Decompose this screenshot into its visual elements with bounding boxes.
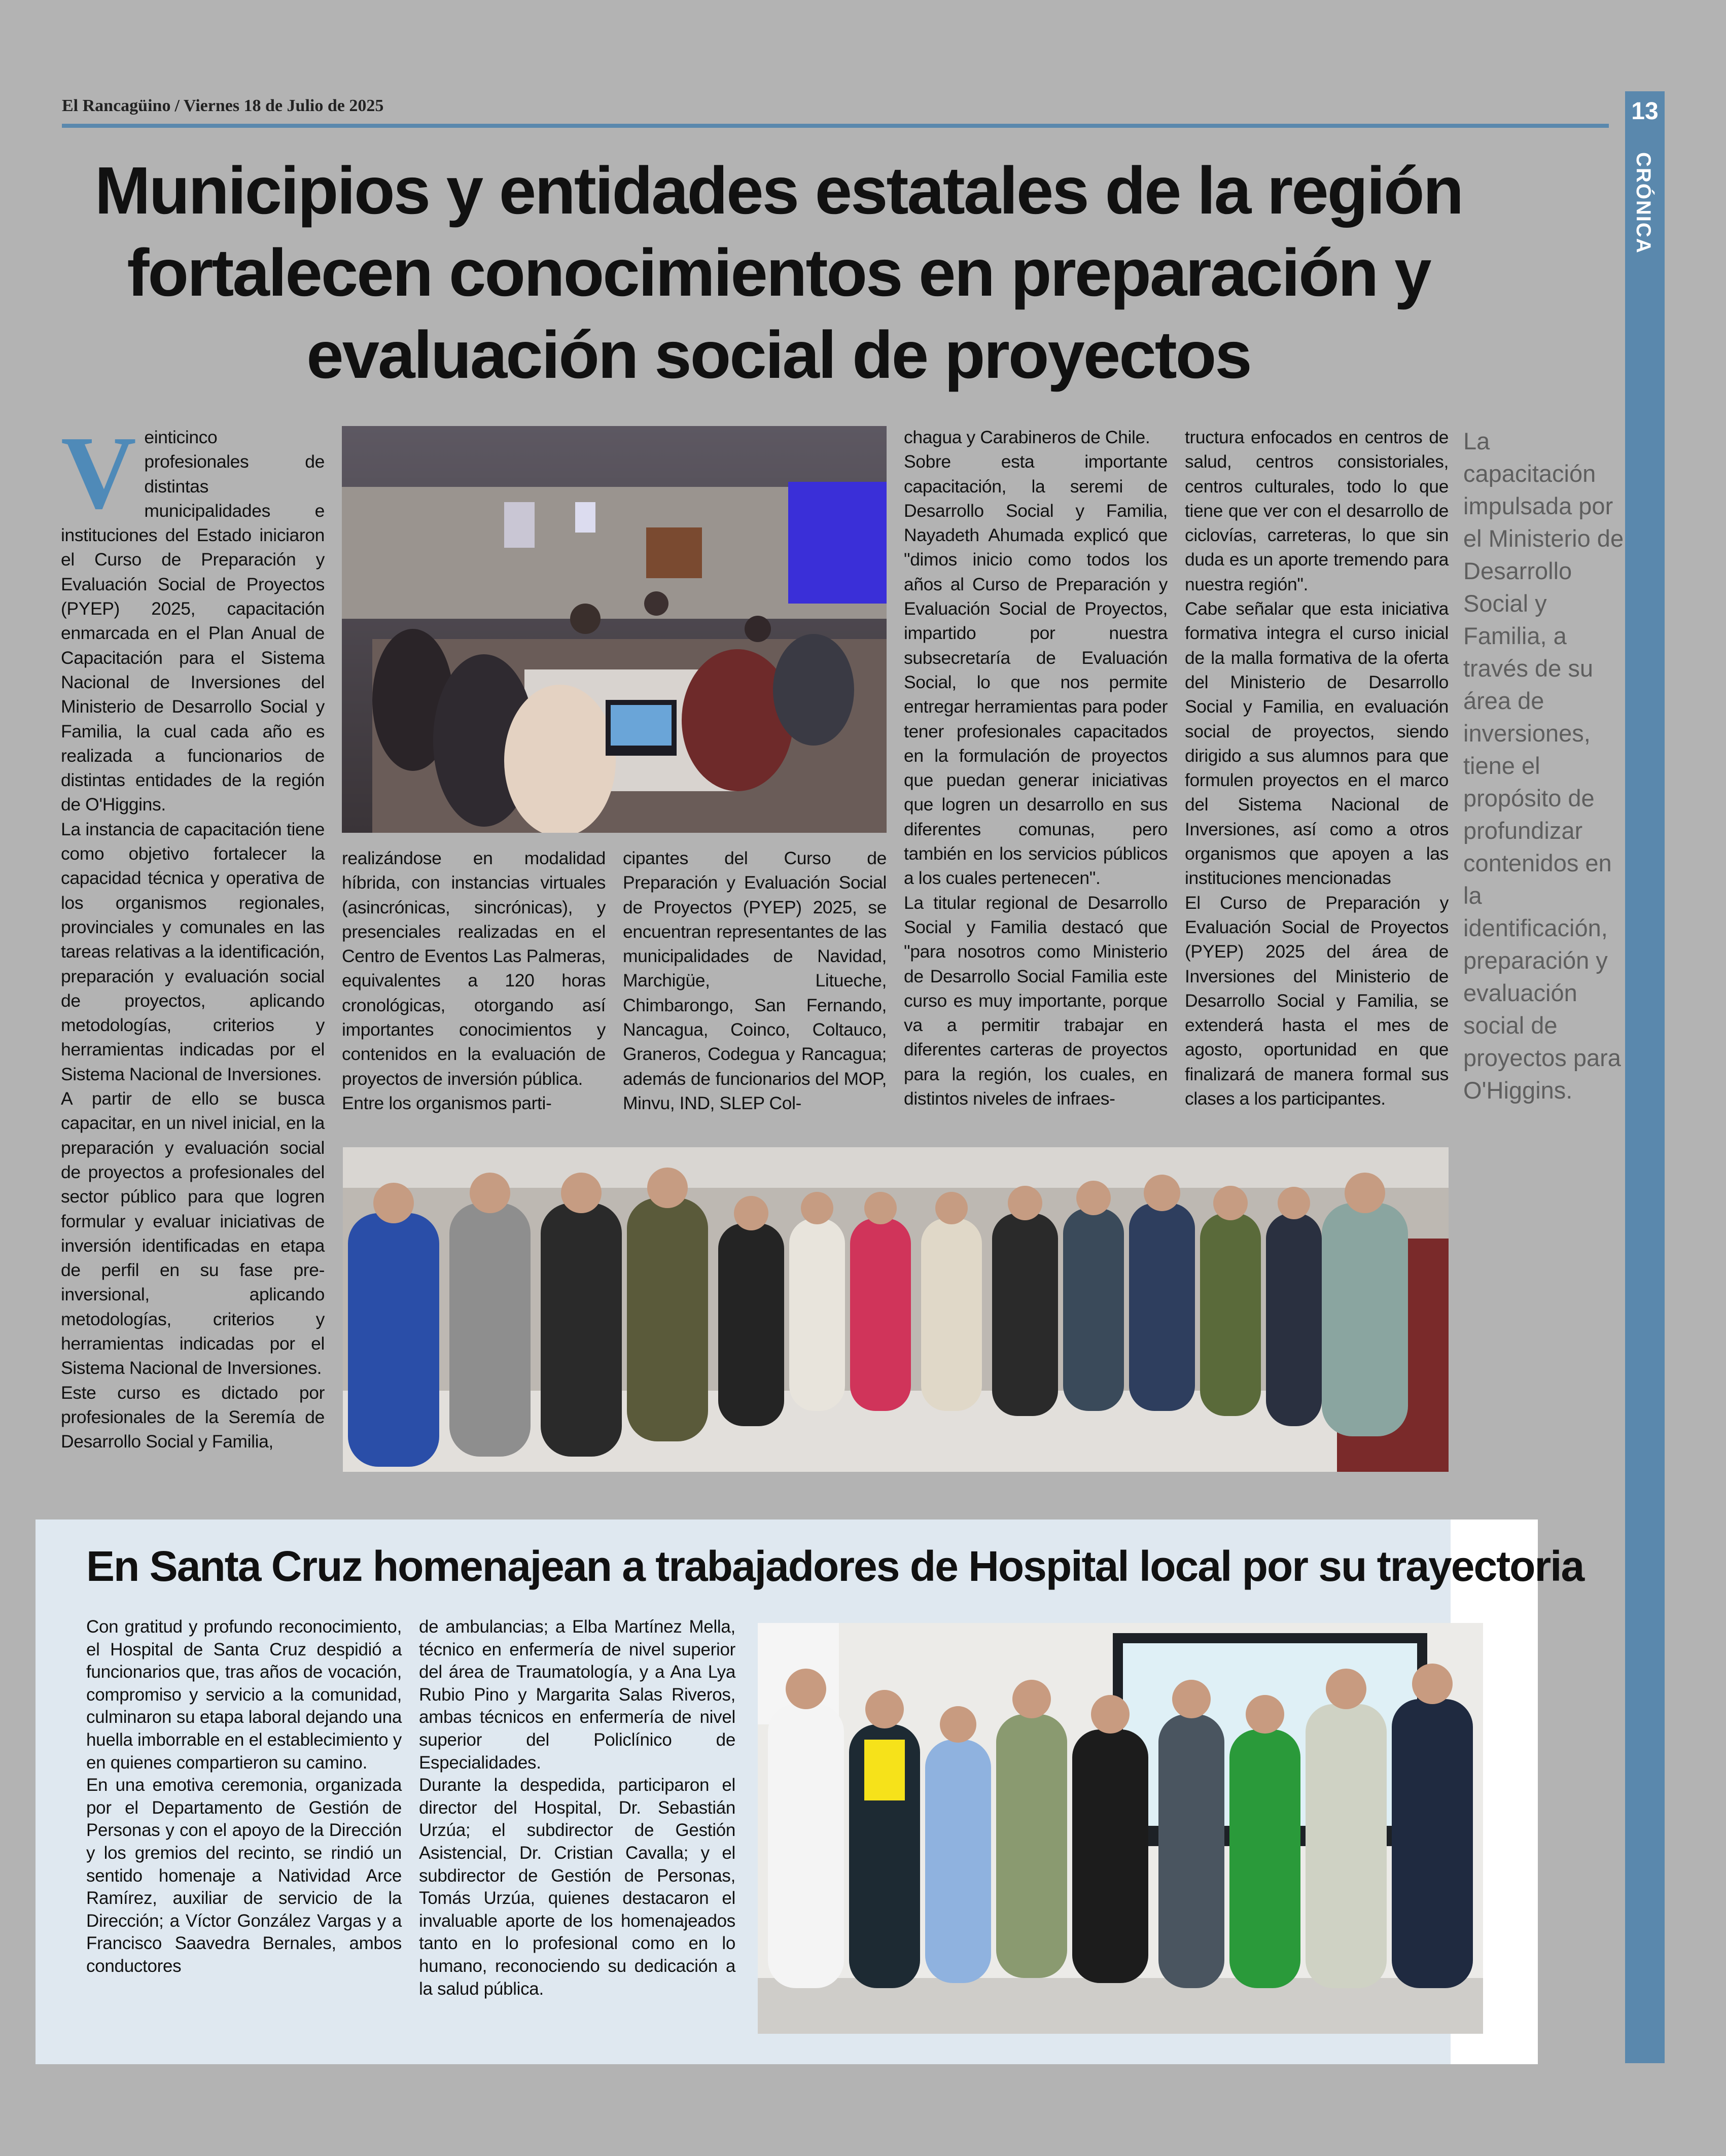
paragraph: cipantes del Curso de Preparación y Evaluación Social de Proyectos (PYEP) 2025, se encuentran representantes de las municipalidades de Navidad, Marchigüe, Litueche, Chimbarongo, San Fernando, Nancagua, Coinco, Coltauco, Graneros, Codegua y Rancagua; además de funcionarios del MOP, Minvu, IND, SLEP Col- (623, 848, 887, 1113)
paragraph: En una emotiva ceremonia, organizada por el Departamento de Gestión de Personas y con el apoyo de la Dirección y los gremios del recinto, se rindió un sentido homenaje a Natividad Arce Ramírez, auxiliar de servicio de la Dirección; a Víctor González Vargas y a Francisco Saavedra Bernales, ambos conductores (86, 1775, 402, 1976)
secondary-headline: En Santa Cruz homenajean a trabajadores de Hospital local por su trayectoria (86, 1542, 1584, 1590)
paragraph: realizándose en modalidad híbrida, con instancias virtuales (asincrónicas, sincrónicas), y presenciales realizadas en el Centro de Eventos Las Palmeras, equivalentes a 120 horas cronológicas, otorgando así importantes conocimientos y contenidos en la evaluación de proyectos de inversión pública. (342, 848, 606, 1089)
paragraph: La instancia de capacitación tiene como objetivo fortalecer la capacidad técnica y operativa de los organismos regionales, provinciales y comunales en las tareas relativas a la identificación, preparación y evaluación social de proyectos, aplicando metodologías, criterios y herramientas indicadas por el Sistema Nacional de Inversiones. (61, 819, 325, 1084)
paragraph: A partir de ello se busca capacitar, en un nivel inicial, en la preparación y evaluación social de proyectos a profesionales del sector público para que logren formular y evaluar iniciativas de inversión identificadas en etapa de perfil en su fase pre-inversional, aplicando metodologías, criterios y herramientas indicadas por el Sistema Nacional de Inversiones. (61, 1088, 325, 1379)
page-number: 13 (1625, 91, 1665, 132)
paragraph: La titular regional de Desarrollo Social y Familia destacó que "para nosotros como Ministerio de Desarrollo Social Familia este curso es muy importante, porque va a permitir trabajar en diferentes carteras de proyectos para la región, los cuales, en distintos niveles de infraes- (904, 892, 1168, 1109)
header-rule (62, 124, 1609, 128)
secondary-column-2 (419, 1616, 735, 2000)
article-column-3 (623, 846, 887, 1115)
training-room-photo (342, 426, 887, 833)
secondary-column-1 (86, 1616, 402, 1978)
dropcap: V (61, 414, 136, 531)
article-column-5 (1185, 425, 1449, 1111)
group-illustration (343, 1147, 1449, 1472)
pull-quote: La capacitación impulsada por el Ministerio de Desarrollo Social y Familia, a través de su área de inversiones, tiene el propósito de profundizar contenidos en la identificación, preparación y evaluación social de proyectos para O'Higgins. (1463, 428, 1624, 1104)
group-photo (343, 1147, 1449, 1472)
publication-name: El Rancagüino (62, 96, 171, 115)
paragraph: El Curso de Preparación y Evaluación Social de Proyectos (PYEP) 2025 del área de Inversiones del Ministerio de Desarrollo Social y Familia, se extenderá hasta el mes de agosto, oportunidad en que finalizará de manera formal sus clases a los participantes. (1185, 892, 1449, 1109)
section-sidebar (1625, 132, 1665, 2063)
article-column-2 (342, 846, 606, 1115)
hospital-illustration (758, 1623, 1483, 2034)
hospital-photo (758, 1623, 1483, 2034)
publication-date: Viernes 18 de Julio de 2025 (183, 96, 384, 115)
main-headline: Municipios y entidades estatales de la región fortalecen conocimientos en preparación y evaluación social de proyectos (94, 153, 1463, 392)
paragraph: chagua y Carabineros de Chile. (904, 427, 1150, 447)
lead-text: einticinco profesionales de distintas municipalidades e instituciones del Estado iniciaron el Curso de Preparación y Evaluación Social de Proyectos (PYEP) 2025, capacitación enmarcada en el Plan Anual de Capacitación para el Sistema Nacional de Inversiones del Ministerio de Desarrollo Social y Familia, la cual cada año es realizada a funcionarios de distintas entidades de la región de O'Higgins. (61, 427, 325, 815)
paragraph: Este curso es dictado por profesionales de la Seremía de Desarrollo Social y Familia, (61, 1382, 325, 1452)
paragraph: Sobre esta importante capacitación, la seremi de Desarrollo Social y Familia, Nayadeth Ahumada explicó que "dimos inicio como todos los años al Curso de Preparación y Evaluación Social de Proyectos, impartido por nuestra subsecretaría de Evaluación Social, lo que nos permite entregar herramientas para poder tener profesionales capacitados en la formulación de proyectos que puedan generar iniciativas que logren un desarrollo en sus diferentes comunas, pero también en los servicios públicos a los cuales pertenecen". (904, 451, 1168, 889)
folio-separator: / (174, 96, 180, 115)
training-room-illustration (342, 426, 887, 833)
article-column-1 (61, 414, 325, 1454)
paragraph: de ambulancias; a Elba Martínez Mella, técnico en enfermería de nivel superior del área de Traumatología, y a Ana Lya Rubio Pino y Margarita Salas Riveros, ambas técnicos en enfermería de nivel superior del Policlínico de Especialidades. (419, 1617, 735, 1773)
paragraph: tructura enfocados en centros de salud, centros consistoriales, centros culturales, todo lo que tiene que ver con el desarrollo de ciclovías, carreteras, lo que sin duda es un aporte tremendo para nuestra región". (1185, 427, 1449, 594)
article-column-4 (904, 425, 1168, 1111)
page-folio (62, 96, 383, 116)
lead-paragraph (61, 414, 325, 817)
paragraph: Entre los organismos parti- (342, 1092, 552, 1113)
section-label: CRÓNICA (1632, 152, 1654, 254)
paragraph: Cabe señalar que esta iniciativa formativa integra el curso inicial de la malla formativa de la oferta del Ministerio de Desarrollo Social y Familia, en evaluación social de proyectos, siendo dirigido a sus alumnos para que formulen proyectos en el marco del Sistema Nacional de Inversiones, así como a otros organismos que apoyen a las instituciones mencionadas (1185, 598, 1449, 889)
paragraph: Durante la despedida, participaron el director del Hospital, Dr. Sebastián Urzúa; el subdirector de Gestión Asistencial, Dr. Cristian Cavalla; y el subdirector de Gestión de Personas, Tomás Urzúa, quienes destacaron el invaluable aporte de los homenajeados tanto en lo profesional como en lo humano, reconociendo su dedicación a la salud pública. (419, 1775, 735, 1999)
paragraph: Con gratitud y profundo reconocimiento, el Hospital de Santa Cruz despidió a funcionarios que, tras años de vocación, compromiso y servicio a la comunidad, culminaron su etapa laboral dejando una huella imborrable en el establecimiento y en quienes compartieron su camino. (86, 1617, 402, 1773)
